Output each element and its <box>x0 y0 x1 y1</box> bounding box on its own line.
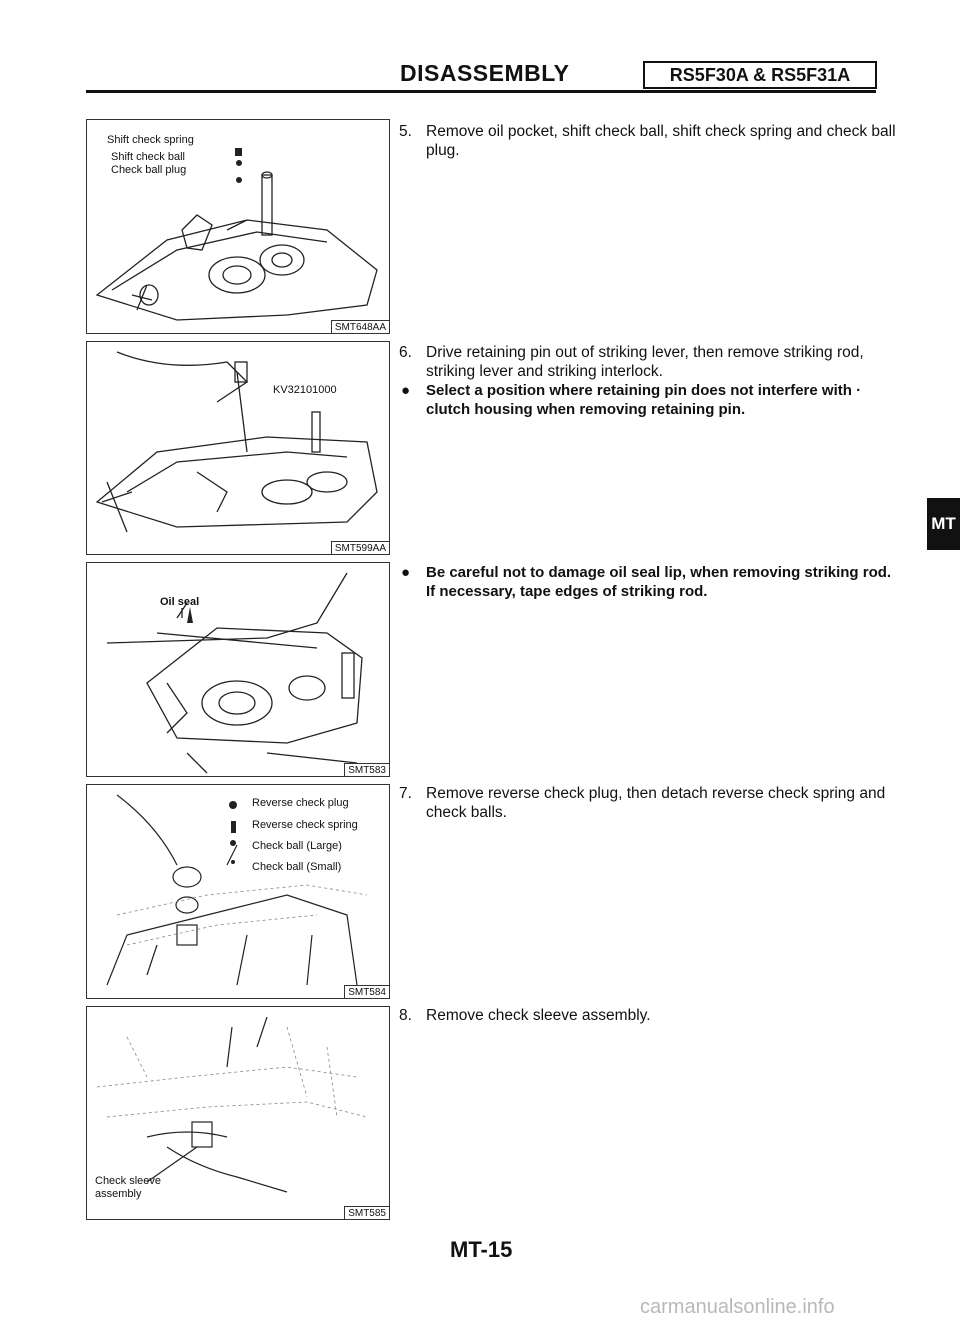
note-text: Be careful not to damage oil seal lip, when removing striking rod. If necessary, tape edges of striking rod. <box>426 564 892 600</box>
label-shift-check-ball: Shift check ball <box>111 151 185 163</box>
step-number: 6. <box>399 344 412 361</box>
page-title: DISASSEMBLY <box>400 60 570 86</box>
step-text: Drive retaining pin out of striking lever, then remove striking rod, striking lever and striking interlock. <box>426 344 864 380</box>
bullet-icon: ● <box>401 564 411 581</box>
label-check-ball-plug: Check ball plug <box>111 164 187 176</box>
figure-code: SMT648AA <box>331 320 389 333</box>
figure-oil-seal <box>86 562 390 777</box>
label-oil-seal: Oil seal <box>160 596 200 608</box>
step-6 <box>399 343 899 383</box>
figure-retaining-pin <box>86 341 390 555</box>
watermark: carmanualsonline.info <box>640 1296 835 1318</box>
step-text: Remove check sleeve assembly. <box>426 1007 651 1024</box>
engine-case-illustration <box>87 342 389 554</box>
step-number: 8. <box>399 1007 412 1024</box>
note-text: Select a position where retaining pin does not interfere with · clutch housing when removing retaining pin. <box>426 382 862 418</box>
label-reverse-check-plug: Reverse check plug <box>252 797 349 809</box>
label-check-sleeve: Check sleeve <box>95 1175 162 1187</box>
bullet-icon: ● <box>401 382 411 399</box>
section-tab-mt[interactable]: MT <box>927 498 960 550</box>
label-check-ball-small: Check ball (Small) <box>252 861 342 873</box>
model-badge: RS5F30A & RS5F31A <box>643 61 877 89</box>
engine-case-illustration <box>87 785 389 998</box>
header-rule <box>86 90 876 93</box>
step-text: Remove reverse check plug, then detach reverse check spring and check balls. <box>426 785 886 821</box>
step-7 <box>399 784 899 824</box>
note-oil-seal <box>399 563 899 603</box>
figure-check-sleeve <box>86 1006 390 1220</box>
label-tool-number: KV32101000 <box>273 384 337 396</box>
figure-code: SMT583 <box>344 763 389 776</box>
label-reverse-check-spring: Reverse check spring <box>252 819 358 831</box>
figure-shift-check <box>86 119 390 334</box>
figure-code: SMT584 <box>344 985 389 998</box>
step-8 <box>399 1006 899 1028</box>
figure-code: SMT585 <box>344 1206 389 1219</box>
label-assembly: assembly <box>95 1188 142 1200</box>
page-number: MT-15 <box>450 1237 513 1262</box>
step-number: 7. <box>399 785 412 802</box>
engine-case-illustration <box>87 563 389 776</box>
label-shift-check-spring: Shift check spring <box>107 134 194 146</box>
figure-reverse-check <box>86 784 390 999</box>
note-retaining-pin <box>399 381 899 421</box>
step-5 <box>399 122 899 162</box>
step-number: 5. <box>399 123 412 140</box>
step-text: Remove oil pocket, shift check ball, shift check spring and check ball plug. <box>426 123 896 159</box>
figure-code: SMT599AA <box>331 541 389 554</box>
label-check-ball-large: Check ball (Large) <box>252 840 342 852</box>
